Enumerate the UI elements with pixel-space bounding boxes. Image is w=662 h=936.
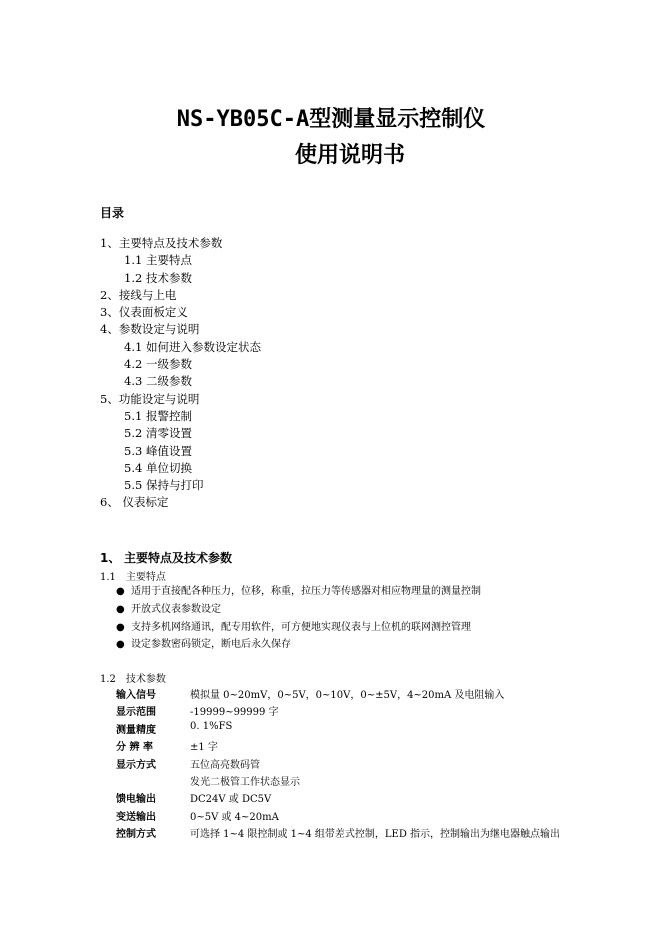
spec-value: 可选择 1~4 限控制或 1~4 组带差式控制，LED 指示，控制输出为继电器触点输出 (190, 829, 561, 841)
toc-item: 1.1 主要特点 (124, 253, 192, 268)
toc-item: 4、参数设定与说明 (100, 322, 200, 337)
toc-item: 6、 仪表标定 (100, 495, 169, 510)
spec-value: -19999~99999 字 (190, 707, 279, 719)
toc-item: 5.4 单位切换 (124, 460, 192, 475)
toc-item: 3、仪表面板定义 (100, 305, 188, 320)
toc-item: 5、功能设定与说明 (100, 391, 200, 406)
bullet-icon: ● (116, 603, 125, 615)
toc-item: 4.3 二级参数 (124, 374, 192, 389)
spec-key: 分 辨 率 (116, 742, 153, 754)
toc-heading: 目录 (100, 206, 125, 220)
list-item: ● 支持多机网络通讯，配专用软件，可方便地实现仪表与上位机的联网测控管理 (116, 619, 481, 637)
toc-item: 2、接线与上电 (100, 287, 177, 302)
section-number: 1、 (100, 551, 121, 565)
bullet-icon: ● (116, 621, 125, 633)
document-subtitle: 使用说明书 (294, 143, 405, 168)
spec-value: 五位高亮数码管 (190, 759, 260, 771)
spec-key: 变送输出 (116, 811, 156, 823)
document-title: NS-YB05C-A型测量显示控制仪 (176, 107, 486, 132)
toc-item: 5.2 清零设置 (124, 426, 192, 441)
toc-item: 1.2 技术参数 (124, 270, 192, 285)
spec-key: 测量精度 (116, 724, 156, 736)
spec-value: 0. 1%FS (190, 720, 233, 732)
bullet-icon: ● (116, 639, 125, 651)
subsection-title: 主要特点 (125, 572, 166, 583)
subsection-heading (100, 670, 166, 685)
spec-value: 0~5V 或 4~20mA (190, 811, 279, 823)
spec-key: 控制方式 (116, 829, 156, 841)
toc-item: 1、主要特点及技术参数 (100, 236, 223, 250)
toc-item: 5.3 峰值设置 (124, 443, 192, 458)
section-heading (100, 549, 232, 566)
section-title: 主要特点及技术参数 (124, 551, 233, 565)
subsection-number: 1.2 (100, 674, 116, 685)
toc-item: 4.2 一级参数 (124, 357, 192, 372)
list-item: ● 开放式仪表参数设定 (116, 601, 481, 619)
spec-value: 模拟量 0~20mV，0~5V，0~10V，0~±5V，4~20mA 及电阻输入 (190, 690, 505, 701)
feature-list (116, 583, 481, 654)
bullet-icon: ● (116, 586, 125, 597)
subsection-heading (100, 568, 166, 583)
spec-value: 发光二极管工作状态显示 (190, 776, 300, 788)
toc-item: 5.1 报警控制 (124, 408, 192, 423)
spec-key: 馈电输出 (116, 794, 156, 806)
list-item: ● 适用于直接配各种压力，位移，称重，拉压力等传感器对相应物理量的测量控制 (116, 583, 481, 601)
spec-key: 输入信号 (116, 690, 156, 701)
spec-value: DC24V 或 DC5V (190, 794, 272, 806)
subsection-number: 1.1 (100, 572, 116, 583)
spec-key: 显示方式 (116, 759, 156, 771)
subsection-title: 技术参数 (125, 674, 166, 685)
list-item: ● 设定参数密码锁定，断电后永久保存 (116, 636, 481, 654)
toc-item: 4.1 如何进入参数设定状态 (124, 339, 261, 354)
spec-value: ±1 字 (190, 742, 218, 754)
spec-key: 显示范围 (116, 707, 156, 719)
table-of-contents (100, 235, 261, 512)
toc-item: 5.5 保持与打印 (124, 478, 204, 493)
